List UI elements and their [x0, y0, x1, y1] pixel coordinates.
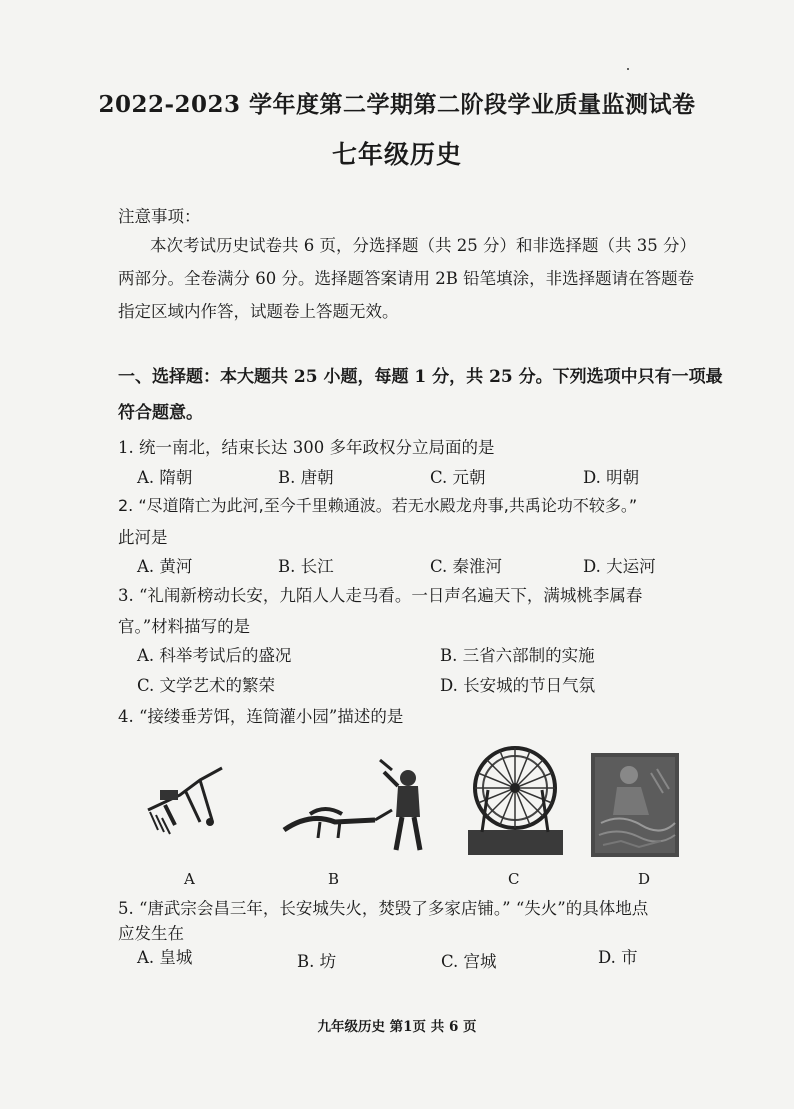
question-2-stem-line-2: 此河是: [118, 528, 168, 547]
question-1-option-a: A. 隋朝: [137, 468, 193, 487]
figure-c-waterwheel-illustration: [468, 740, 563, 855]
figure-c-caption: C: [508, 870, 520, 888]
question-3-option-c: C. 文学艺术的繁荣: [137, 676, 276, 695]
question-3-stem-line-2: 官。”材料描写的是: [118, 617, 251, 636]
notice-line-2: 两部分。全卷满分 60 分。选择题答案请用 2B 铅笔填涂，非选择题请在答题卷: [118, 269, 695, 288]
question-5-option-c: C. 宫城: [441, 952, 497, 971]
question-5-option-a: A. 皇城: [137, 948, 193, 967]
question-5-option-d: D. 市: [598, 948, 638, 967]
figure-b-caption: B: [328, 870, 340, 888]
question-2-option-a: A. 黄河: [137, 557, 193, 576]
question-1-stem: 1. 统一南北，结束长达 300 多年政权分立局面的是: [118, 438, 495, 457]
question-2-option-d: D. 大运河: [583, 557, 656, 576]
notice-line-3: 指定区域内作答，试题卷上答题无效。: [118, 302, 399, 321]
section-heading-line-1: 一、选择题：本大题共 25 小题，每题 1 分，共 25 分。下列选项中只有一项最: [118, 367, 723, 387]
question-3-option-d: D. 长安城的节日气氛: [440, 676, 596, 695]
figure-b-plough-illustration: [280, 752, 440, 857]
question-3-option-b: B. 三省六部制的实施: [440, 646, 595, 665]
question-2-stem-line-1: 2. “尽道隋亡为此河,至今千里赖通波。若无水殿龙舟事,共禹论功不较多。”: [118, 496, 638, 515]
question-5-stem-line-1: 5. “唐武宗会昌三年，长安城失火，焚毁了多家店铺。” “失火”的具体地点: [118, 899, 649, 918]
page-footer: 九年级历史 第1页 共 6 页: [317, 1019, 477, 1035]
question-4-stem: 4. “接缕垂芳饵，连筒灌小园”描述的是: [118, 707, 404, 726]
question-5-stem-line-2: 应发生在: [118, 924, 184, 943]
notice-line-1: 本次考试历史试卷共 6 页，分选择题（共 25 分）和非选择题（共 35 分）: [150, 236, 696, 255]
question-1-option-d: D. 明朝: [583, 468, 640, 487]
section-heading-line-2: 符合题意。: [118, 403, 203, 423]
scan-speck: [627, 68, 629, 70]
question-1-option-c: C. 元朝: [430, 468, 486, 487]
question-1-option-b: B. 唐朝: [278, 468, 334, 487]
figure-d-painting-illustration: [591, 753, 679, 857]
exam-subtitle: 七年级历史: [331, 140, 462, 169]
question-2-option-b: B. 长江: [278, 557, 334, 576]
exam-title: 2022-2023 学年度第二学期第二阶段学业质量监测试卷: [98, 91, 696, 118]
question-2-option-c: C. 秦淮河: [430, 557, 503, 576]
figure-a-tool-illustration: [140, 760, 235, 840]
question-3-option-a: A. 科举考试后的盛况: [137, 646, 292, 665]
question-5-option-b: B. 坊: [297, 952, 337, 971]
notice-heading: 注意事项：: [118, 207, 201, 226]
figure-a-caption: A: [184, 870, 195, 888]
figure-d-caption: D: [638, 870, 651, 888]
question-3-stem-line-1: 3. “礼闱新榜动长安，九陌人人走马看。一日声名遍天下，满城桃李属春: [118, 586, 643, 605]
